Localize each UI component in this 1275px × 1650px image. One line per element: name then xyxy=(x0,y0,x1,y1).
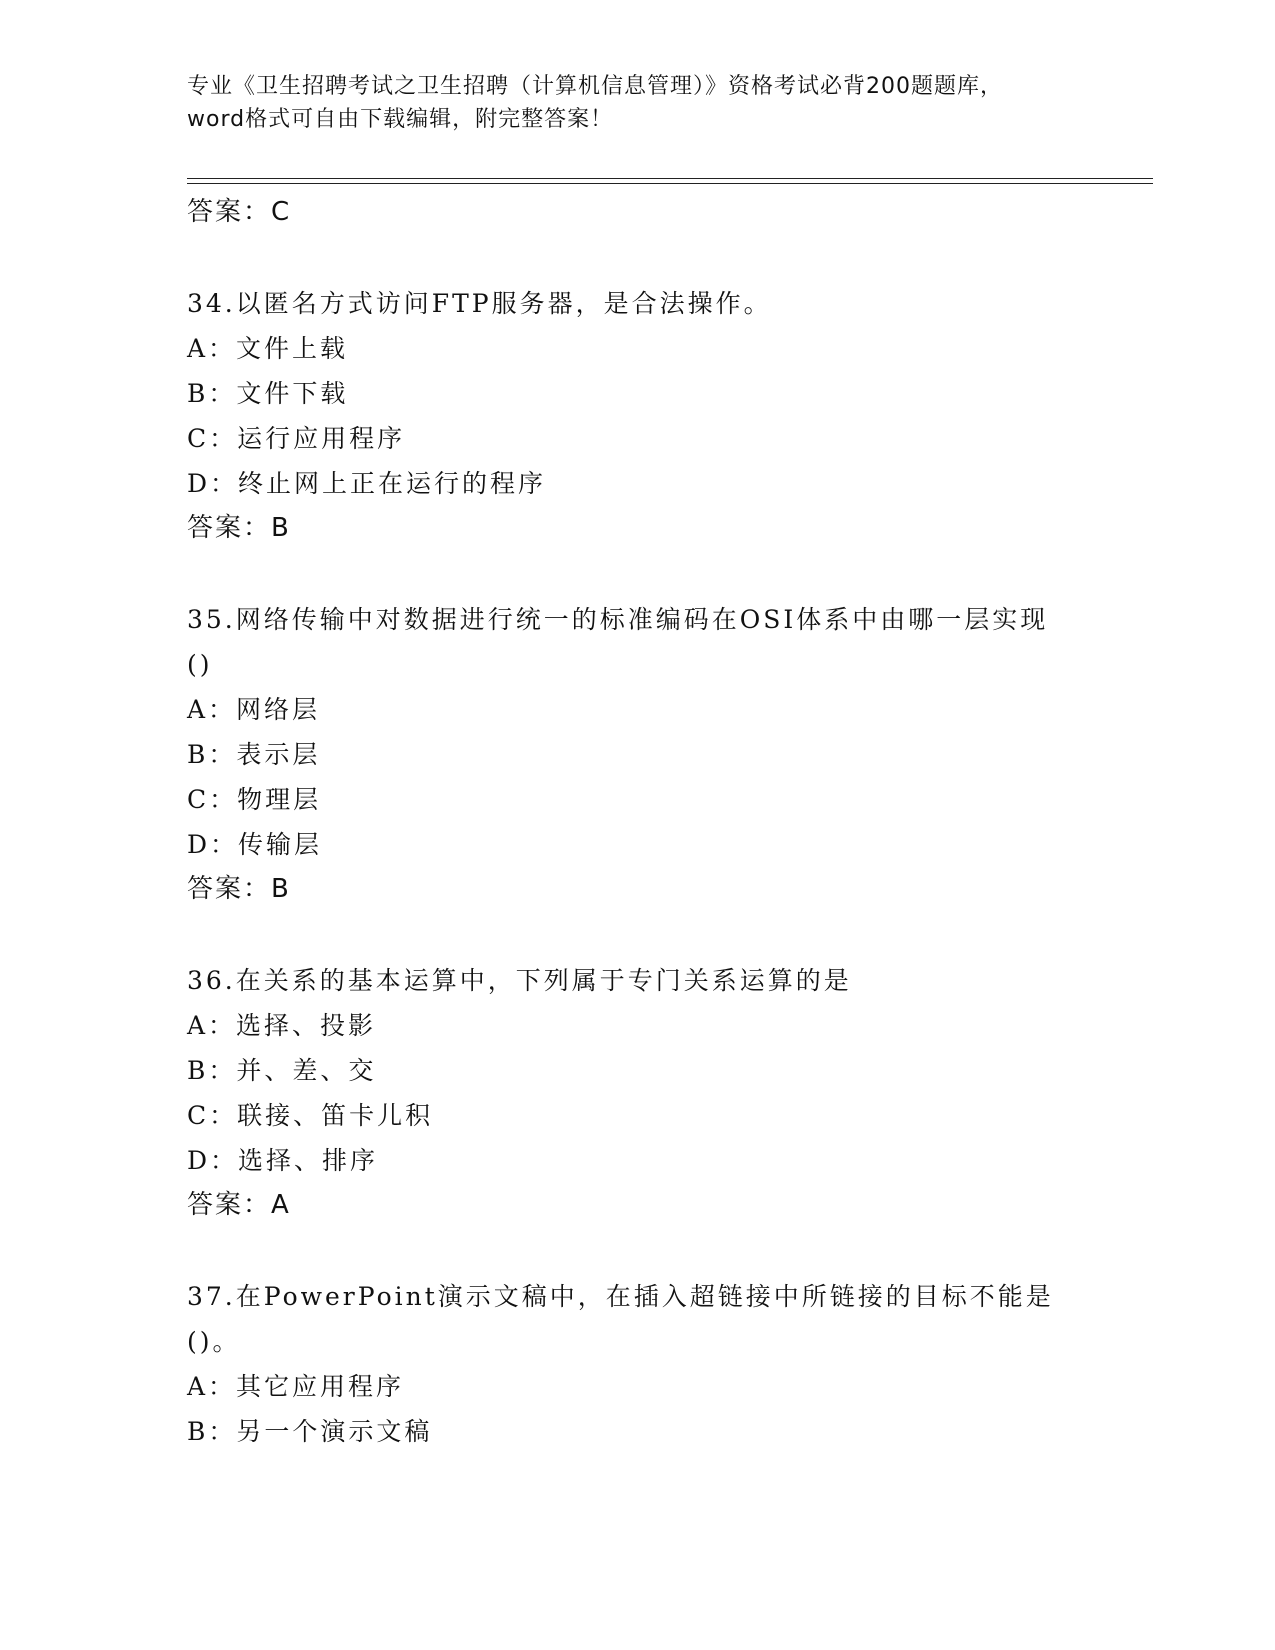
header-divider-top xyxy=(187,178,1153,179)
question-text-line-1: 35.网络传输中对数据进行统一的标准编码在OSI体系中由哪一层实现 xyxy=(187,605,1049,634)
question-list xyxy=(187,190,1087,1454)
option-d: D：终止网上正在运行的程序 xyxy=(187,469,547,498)
option-a: A：其它应用程序 xyxy=(187,1372,405,1401)
question-34 xyxy=(187,281,1087,551)
option-a: A：文件上载 xyxy=(187,334,349,363)
header-divider-bottom xyxy=(187,183,1153,184)
option-c: C：运行应用程序 xyxy=(187,424,406,453)
previous-answer: 答案：C xyxy=(187,197,292,227)
question-text: 34.以匿名方式访问FTP服务器，是合法操作。 xyxy=(187,289,772,318)
question-35 xyxy=(187,597,1087,912)
question-37 xyxy=(187,1274,1087,1454)
header-line-2: word格式可自由下载编辑，附完整答案！ xyxy=(187,107,614,132)
option-a: A：选择、投影 xyxy=(187,1011,377,1040)
question-36 xyxy=(187,958,1087,1228)
option-b: B：另一个演示文稿 xyxy=(187,1417,433,1446)
answer: 答案：B xyxy=(187,513,291,543)
option-d: D：传输层 xyxy=(187,830,323,859)
question-text-line-2: () xyxy=(187,650,213,679)
option-b: B：表示层 xyxy=(187,740,321,769)
option-c: C：联接、笛卡儿积 xyxy=(187,1101,434,1130)
option-b: B：文件下载 xyxy=(187,379,349,408)
option-c: C：物理层 xyxy=(187,785,322,814)
document-header xyxy=(187,70,1087,136)
option-b: B：并、差、交 xyxy=(187,1056,377,1085)
answer: 答案：B xyxy=(187,874,291,904)
header-line-1: 专业《卫生招聘考试之卫生招聘（计算机信息管理）》资格考试必背200题题库， xyxy=(187,74,1003,99)
question-text-line-2: ()。 xyxy=(187,1327,241,1356)
question-text: 36.在关系的基本运算中，下列属于专门关系运算的是 xyxy=(187,966,852,995)
question-text-line-1: 37.在PowerPoint演示文稿中，在插入超链接中所链接的目标不能是 xyxy=(187,1282,1054,1311)
answer: 答案：A xyxy=(187,1190,291,1220)
option-d: D：选择、排序 xyxy=(187,1146,379,1175)
option-a: A：网络层 xyxy=(187,695,321,724)
